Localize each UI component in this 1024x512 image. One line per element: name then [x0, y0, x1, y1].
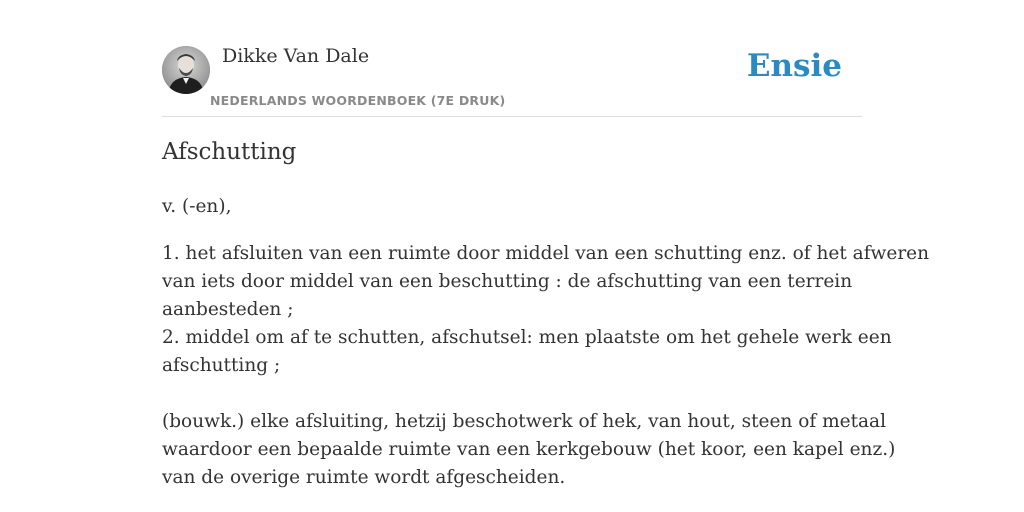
definition-line: van iets door middel van een beschutting : de afschutting van een terrein — [162, 271, 853, 292]
definition-line: aanbesteden ; — [162, 299, 294, 320]
definition-line: afschutting ; — [162, 355, 281, 376]
header — [162, 0, 862, 117]
definition-line: 2. middel om af te schutten, afschutsel: men plaatste om het gehele werk een — [162, 327, 892, 348]
definition-line: van de overige ruimte wordt afgescheiden. — [162, 467, 566, 488]
entry-page — [162, 0, 930, 488]
definition-body — [162, 193, 930, 492]
definition-line: waardoor een bepaalde ruimte van een kerkgebouw (het koor, een kapel enz.) — [162, 439, 896, 460]
ensie-logo-link[interactable]: Ensie — [746, 48, 842, 84]
source-subtitle: NEDERLANDS WOORDENBOEK (7E DRUK) — [210, 93, 506, 108]
avatar[interactable] — [162, 46, 210, 94]
grammar-label: v. (-en), — [162, 196, 232, 217]
definition-line: 1. het afsluiten van een ruimte door middel van een schutting enz. of het afweren — [162, 243, 930, 264]
page-title: Afschutting — [162, 139, 297, 165]
portrait-icon — [162, 46, 210, 94]
definition-line: (bouwk.) elke afsluiting, hetzij beschotwerk of hek, van hout, steen of metaal — [162, 411, 886, 432]
author-name[interactable]: Dikke Van Dale — [222, 45, 370, 67]
